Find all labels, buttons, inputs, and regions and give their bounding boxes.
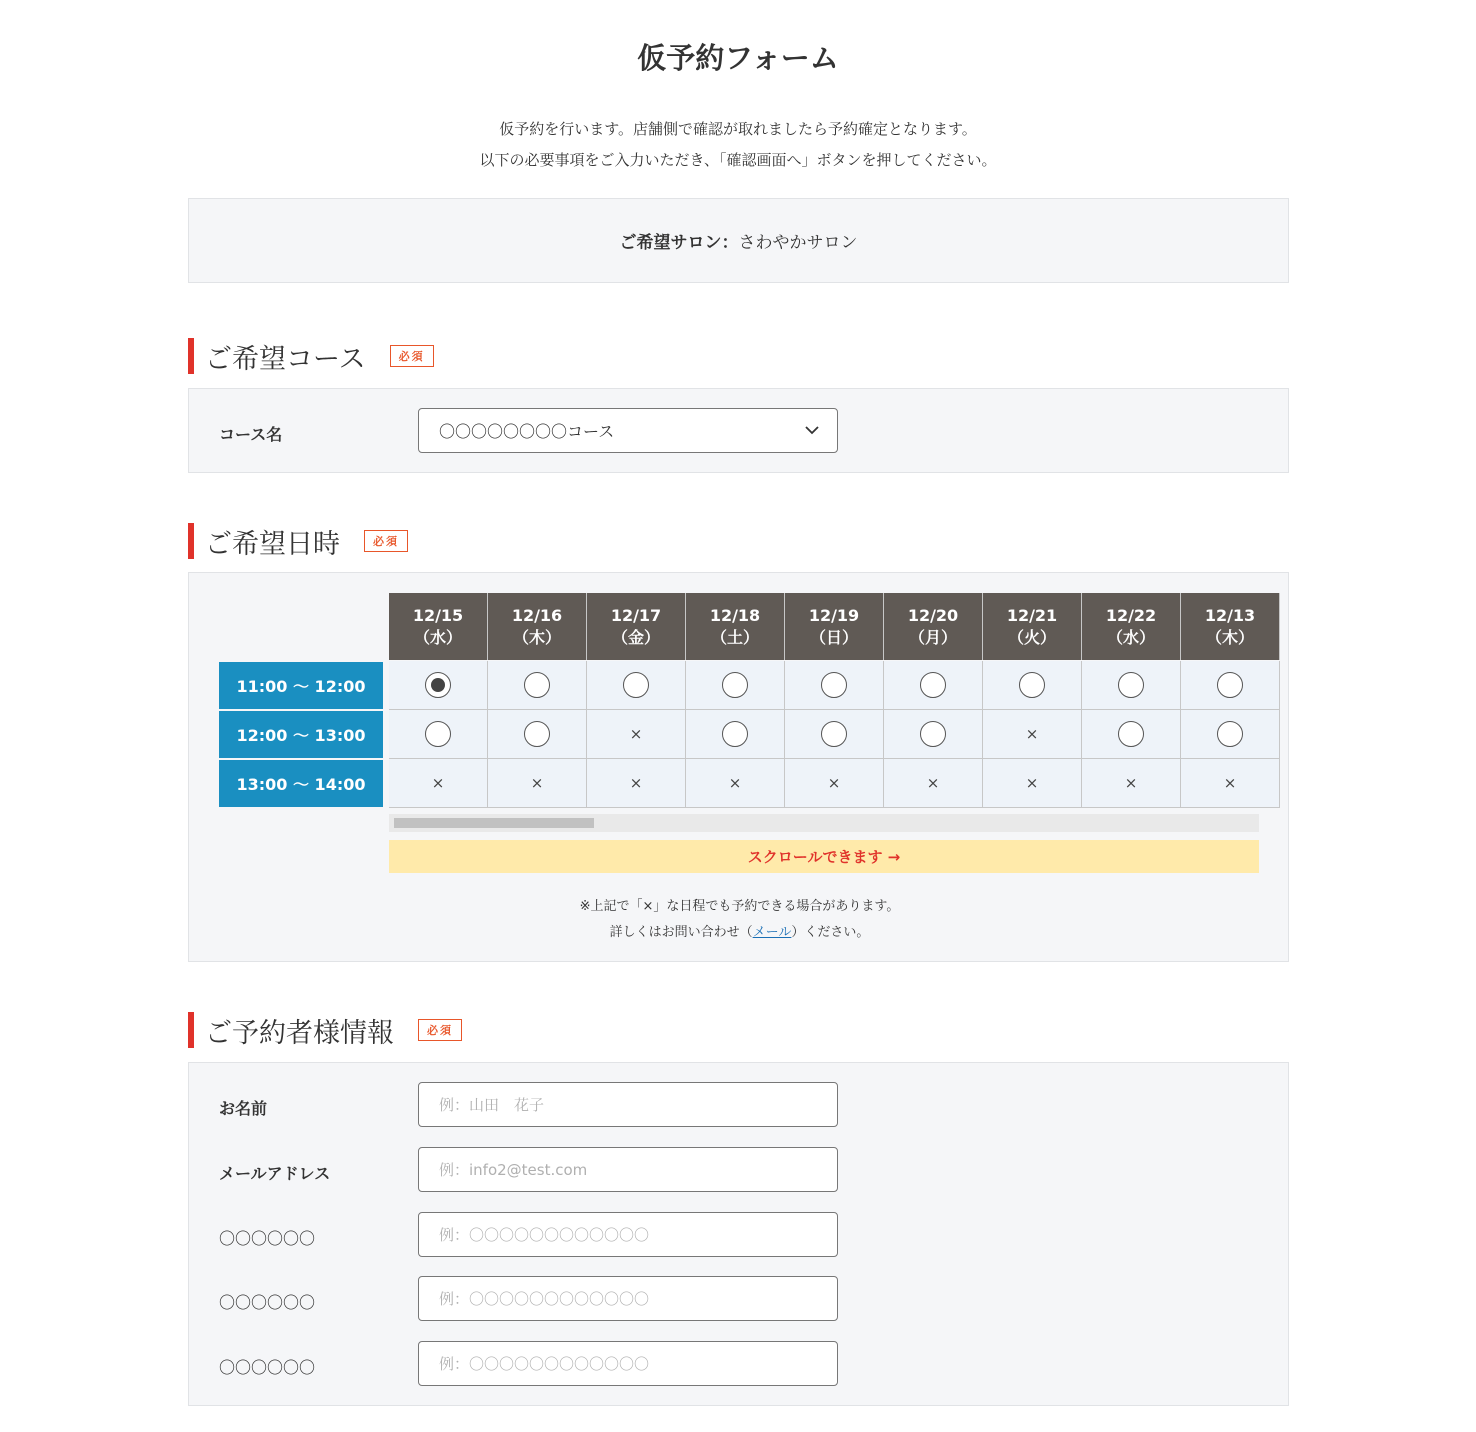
slot-available[interactable] [983, 661, 1082, 710]
intro-line-2: 以下の必要事項をご入力いただき、「確認画面へ」ボタンを押してください。 [479, 151, 997, 169]
heading-accent-bar [188, 1012, 194, 1048]
slot-available[interactable] [686, 661, 785, 710]
date-header-date: 12/17 [610, 606, 662, 625]
slot-radio[interactable] [821, 672, 847, 698]
chevron-down-icon [803, 421, 821, 439]
slot-radio[interactable] [623, 672, 649, 698]
slot-available[interactable] [587, 661, 686, 710]
note-text-before: 詳しくはお問い合わせ（ [609, 925, 753, 940]
date-header-date: 12/22 [1105, 606, 1157, 625]
date-header-day: （火） [1007, 628, 1056, 647]
custom-field-1-input[interactable] [418, 1212, 838, 1257]
slot-available[interactable] [488, 661, 587, 710]
email-label: メールアドレス [219, 1164, 331, 1183]
date-header [884, 593, 983, 660]
course-section-heading [188, 338, 434, 374]
date-header [488, 593, 587, 660]
intro-text [0, 114, 1476, 176]
slot-unavailable [587, 710, 686, 759]
slot-available[interactable] [884, 661, 983, 710]
page-title: 仮予約フォーム [637, 41, 839, 75]
salon-value: さわやかサロン [738, 233, 858, 253]
slot-available[interactable] [884, 710, 983, 759]
unavailable-mark: × [1124, 774, 1138, 792]
required-badge: 必須 [364, 530, 408, 552]
date-header-day: （木） [1205, 628, 1254, 647]
time-slot-label: 12:00 〜 13:00 [219, 711, 383, 758]
date-header-day: （日） [809, 628, 858, 647]
custom-field-2-label: 〇〇〇〇〇〇 [219, 1293, 316, 1312]
unavailable-mark: × [728, 774, 742, 792]
booker-panel [188, 1062, 1289, 1406]
date-header [983, 593, 1082, 660]
unavailable-mark: × [530, 774, 544, 792]
time-slot-label: 11:00 〜 12:00 [219, 662, 383, 709]
schedule-note-line-1: ※上記で「×」な日程でも予約できる場合があります。 [579, 899, 900, 914]
date-header-date: 12/21 [1006, 606, 1058, 625]
slot-available[interactable] [1082, 661, 1181, 710]
date-header-date: 12/15 [412, 606, 464, 625]
booker-section-title: ご予約者様情報 [205, 1017, 394, 1049]
slot-radio[interactable] [425, 672, 451, 698]
slot-available[interactable] [1181, 710, 1280, 759]
name-input[interactable] [418, 1082, 838, 1127]
course-name-label: コース名 [219, 425, 283, 444]
date-header-date: 12/13 [1204, 606, 1256, 625]
custom-field-3-placeholder: 例：〇〇〇〇〇〇〇〇〇〇〇〇 [439, 1355, 650, 1373]
heading-accent-bar [188, 523, 194, 559]
schedule-scrollbar[interactable] [389, 814, 1259, 832]
schedule-note-line-2 [189, 921, 1289, 940]
slot-unavailable [983, 710, 1082, 759]
date-header [1082, 593, 1181, 660]
slot-unavailable [587, 759, 686, 808]
scrollbar-thumb[interactable] [394, 818, 594, 828]
course-section-title: ご希望コース [205, 343, 366, 375]
date-header-day: （木） [512, 628, 561, 647]
name-label: お名前 [219, 1099, 268, 1118]
course-select-value: 〇〇〇〇〇〇〇〇コース [439, 422, 615, 441]
date-header-day: （金） [611, 628, 660, 647]
unavailable-mark: × [926, 774, 940, 792]
date-header [686, 593, 785, 660]
date-header-date: 12/19 [808, 606, 860, 625]
custom-field-3-input[interactable] [418, 1341, 838, 1386]
email-placeholder: 例：info2@test.com [439, 1161, 588, 1179]
unavailable-mark: × [1025, 725, 1039, 743]
slot-radio[interactable] [425, 721, 451, 747]
unavailable-mark: × [827, 774, 841, 792]
slot-unavailable [488, 759, 587, 808]
slot-unavailable [983, 759, 1082, 808]
date-header [1181, 593, 1280, 660]
slot-radio[interactable] [722, 672, 748, 698]
slot-radio[interactable] [920, 672, 946, 698]
slot-radio[interactable] [1118, 672, 1144, 698]
note-text-after: ）ください。 [791, 925, 870, 940]
slot-radio[interactable] [1217, 721, 1243, 747]
custom-field-3-label: 〇〇〇〇〇〇 [219, 1358, 316, 1377]
datetime-section-title: ご希望日時 [205, 528, 340, 560]
date-header [785, 593, 884, 660]
unavailable-mark: × [431, 774, 445, 792]
unavailable-mark: × [1223, 774, 1237, 792]
course-panel [188, 388, 1289, 473]
datetime-panel [188, 572, 1289, 962]
slot-available[interactable] [389, 710, 488, 759]
slot-radio[interactable] [722, 721, 748, 747]
date-header-day: （月） [908, 628, 957, 647]
date-header-day: （土） [710, 628, 759, 647]
unavailable-mark: × [1025, 774, 1039, 792]
unavailable-mark: × [629, 725, 643, 743]
slot-radio[interactable] [1019, 672, 1045, 698]
custom-field-2-placeholder: 例：〇〇〇〇〇〇〇〇〇〇〇〇 [439, 1290, 650, 1308]
date-header [587, 593, 686, 660]
date-header-date: 12/20 [907, 606, 959, 625]
date-header-day: （水） [413, 628, 462, 647]
booker-section-heading [188, 1012, 462, 1048]
course-select[interactable] [418, 408, 838, 453]
date-header-date: 12/16 [511, 606, 563, 625]
slot-unavailable [1082, 759, 1181, 808]
salon-box [188, 198, 1289, 283]
slot-available[interactable] [1181, 661, 1280, 710]
slot-unavailable [1181, 759, 1280, 808]
slot-available[interactable] [785, 661, 884, 710]
slot-radio[interactable] [920, 721, 946, 747]
email-input[interactable] [418, 1147, 838, 1192]
mail-link[interactable]: メール [752, 925, 792, 940]
slot-selected[interactable] [389, 661, 488, 710]
slot-unavailable [686, 759, 785, 808]
slot-available[interactable] [785, 710, 884, 759]
slot-radio[interactable] [821, 721, 847, 747]
custom-field-2-input[interactable] [418, 1276, 838, 1321]
scroll-hint: スクロールできます → [389, 840, 1259, 873]
date-header-day: （水） [1106, 628, 1155, 647]
slot-unavailable [785, 759, 884, 808]
required-badge: 必須 [418, 1019, 462, 1041]
slot-radio[interactable] [524, 721, 550, 747]
heading-accent-bar [188, 338, 194, 374]
salon-label: ご希望サロン： [619, 233, 739, 253]
datetime-section-heading [188, 523, 408, 559]
required-badge: 必須 [390, 345, 434, 367]
slot-unavailable [884, 759, 983, 808]
name-placeholder: 例：山田 花子 [439, 1096, 545, 1114]
intro-line-1: 仮予約を行います。店舗側で確認が取れましたら予約確定となります。 [499, 120, 977, 138]
date-header-date: 12/18 [709, 606, 761, 625]
slot-available[interactable] [686, 710, 785, 759]
date-header [389, 593, 488, 660]
slot-available[interactable] [488, 710, 587, 759]
unavailable-mark: × [629, 774, 643, 792]
time-slot-label: 13:00 〜 14:00 [219, 760, 383, 807]
slot-radio[interactable] [524, 672, 550, 698]
slot-available[interactable] [1082, 710, 1181, 759]
radio-selected-dot [431, 678, 445, 692]
slot-radio[interactable] [1217, 672, 1243, 698]
slot-radio[interactable] [1118, 721, 1144, 747]
slot-unavailable [389, 759, 488, 808]
custom-field-1-label: 〇〇〇〇〇〇 [219, 1229, 316, 1248]
custom-field-1-placeholder: 例：〇〇〇〇〇〇〇〇〇〇〇〇 [439, 1226, 650, 1244]
